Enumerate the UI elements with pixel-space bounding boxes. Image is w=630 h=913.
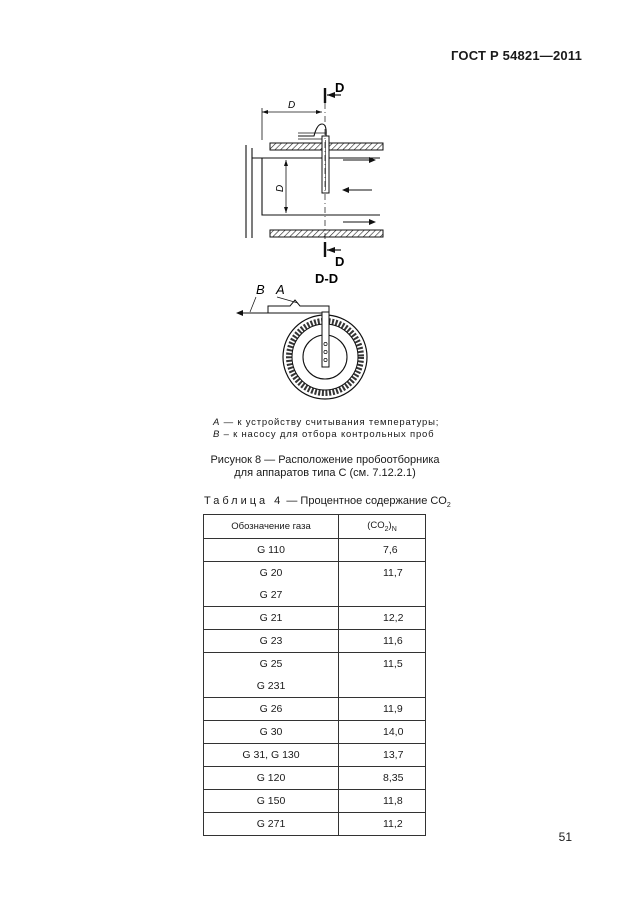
gas-cell bbox=[204, 790, 339, 813]
figure-caption: Рисунок 8 — Расположение пробоотборника для аппаратов типа С (см. 7.12.2.1) bbox=[210, 454, 440, 479]
gas-name: G 21 bbox=[259, 612, 283, 624]
co2-value-cell bbox=[339, 767, 426, 790]
co2-value: 8,35 bbox=[383, 772, 404, 784]
gas-name: G 23 bbox=[259, 635, 283, 647]
dimension-label-horizontal: D bbox=[288, 100, 296, 111]
gas-name: G 25 bbox=[259, 658, 283, 670]
gas-name: G 120 bbox=[256, 772, 286, 784]
page-number: 51 bbox=[558, 830, 572, 844]
co2-value-cell bbox=[339, 744, 426, 767]
probe-section bbox=[322, 312, 329, 367]
outer-duct-wall-bottom bbox=[270, 230, 383, 237]
gas-cell bbox=[204, 607, 339, 630]
co2-value: 11,7 bbox=[383, 567, 403, 579]
co2-value-cell bbox=[339, 721, 426, 744]
gas-name: G 30 bbox=[259, 726, 283, 738]
gas-cell bbox=[204, 767, 339, 790]
co2-value-cell bbox=[339, 607, 426, 630]
co2-value: 11,5 bbox=[383, 658, 403, 670]
gas-cell bbox=[204, 744, 339, 767]
co2-value-cell bbox=[339, 539, 426, 562]
co2-value: 12,2 bbox=[383, 612, 404, 624]
co2-value: 11,2 bbox=[383, 818, 403, 830]
co2-value-cell bbox=[339, 562, 426, 607]
gas-cell bbox=[204, 539, 339, 562]
table-row bbox=[204, 539, 426, 562]
sampling-probe-figure bbox=[0, 0, 630, 420]
standard-number: ГОСТ Р 54821—2011 bbox=[451, 48, 582, 63]
gas-cell bbox=[204, 653, 339, 698]
gas-name: G 110 bbox=[257, 544, 285, 556]
co2-value-cell bbox=[339, 630, 426, 653]
connection-b-arrow bbox=[236, 310, 243, 316]
co2-value-cell bbox=[339, 698, 426, 721]
section-view-label: D-D bbox=[315, 271, 339, 286]
table-row bbox=[204, 607, 426, 630]
co2-value-cell bbox=[339, 790, 426, 813]
gas-name: G 271 bbox=[256, 818, 286, 830]
table-row bbox=[204, 721, 426, 744]
gas-name: G 31, G 130 bbox=[242, 749, 300, 761]
gas-cell bbox=[204, 562, 339, 607]
table-row bbox=[204, 630, 426, 653]
header-co2: $(CO_2)_N$ bbox=[339, 515, 426, 539]
label-a: A bbox=[276, 282, 285, 297]
legend-item-a: A — к устройству считывания температуры; bbox=[213, 417, 440, 428]
table-row bbox=[204, 790, 426, 813]
connection-a bbox=[268, 300, 329, 313]
label-b: B bbox=[256, 282, 265, 297]
co2-value: 13,7 bbox=[383, 749, 404, 761]
section-label-top: D bbox=[335, 80, 345, 95]
flow-arrow-out-bottom bbox=[369, 219, 376, 225]
co2-value: 11,6 bbox=[383, 635, 403, 647]
table-row bbox=[204, 562, 426, 607]
figure-legend bbox=[213, 417, 439, 441]
co2-value: 7,6 bbox=[383, 544, 398, 556]
dimension-label-vertical: D bbox=[275, 184, 286, 192]
gas-cell bbox=[204, 698, 339, 721]
co2-value: 14,0 bbox=[383, 726, 404, 738]
co2-value: 11,9 bbox=[383, 703, 403, 715]
table-row bbox=[204, 813, 426, 836]
header-gas: Обозначение газа bbox=[204, 515, 339, 539]
gas-name: G 20 bbox=[259, 567, 283, 579]
probe-head bbox=[298, 124, 326, 136]
co2-value-cell bbox=[339, 653, 426, 698]
table-row bbox=[204, 767, 426, 790]
co2-table bbox=[203, 514, 426, 836]
section-label-bottom: D bbox=[335, 254, 345, 269]
gas-cell bbox=[204, 630, 339, 653]
co2-value: 11,8 bbox=[383, 795, 403, 807]
gas-name: G 150 bbox=[256, 795, 286, 807]
gas-name: G 231 bbox=[256, 680, 286, 692]
co2-value-cell bbox=[339, 813, 426, 836]
flow-arrow-in bbox=[342, 187, 349, 193]
table-row bbox=[204, 698, 426, 721]
legend-item-b: B – к насосу для отбора контрольных проб bbox=[213, 429, 435, 440]
gas-cell bbox=[204, 813, 339, 836]
table-row bbox=[204, 744, 426, 767]
table-row bbox=[204, 653, 426, 698]
gas-cell bbox=[204, 721, 339, 744]
gas-name: G 27 bbox=[259, 589, 283, 601]
table-title: Таблица 4 — Процентное содержание $CO_2$ bbox=[204, 495, 451, 510]
gas-name: G 26 bbox=[259, 703, 283, 715]
